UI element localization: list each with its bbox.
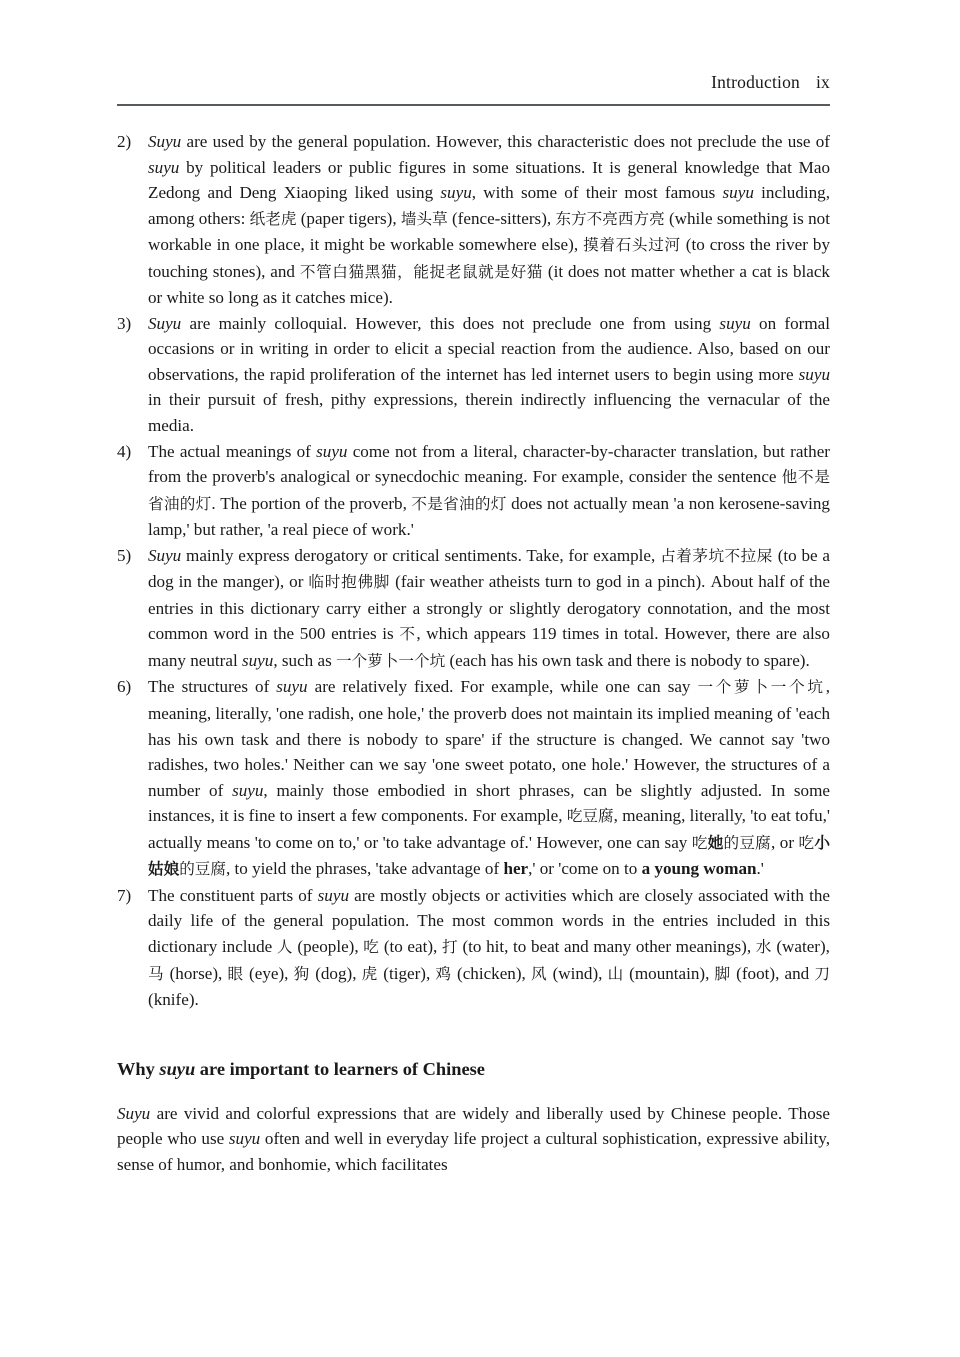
list-item: [117, 311, 830, 439]
chinese-run: 不: [399, 625, 417, 644]
italic-run: Suyu: [148, 545, 182, 565]
chinese-run: 的豆腐: [723, 833, 771, 852]
italic-run: suyu: [719, 313, 751, 333]
page-content: [117, 129, 830, 1177]
chinese-bold-run: 小姑娘: [148, 833, 830, 879]
text-run: , such as: [273, 650, 336, 670]
italic-run: suyu: [316, 441, 348, 461]
italic-run: suyu: [228, 1129, 261, 1149]
text-run: does not actually mean 'a non kerosene-saving lamp,' but rather, 'a real piece of work.': [148, 493, 830, 540]
section-heading-wrapper: [117, 1057, 830, 1081]
chinese-run: 东方不亮西方亮: [555, 209, 665, 228]
chinese-run: 山: [607, 964, 625, 983]
chinese-run: 水: [755, 937, 772, 956]
list-item: [117, 883, 830, 1013]
text-run: , to yield the phrases, 'take advantage of: [226, 859, 504, 879]
text-run: are mostly objects or activities which are closely associated with the daily life of the general population. The most common words in the entries included in this dictionary include: [148, 885, 830, 956]
text-run: , or: [771, 832, 799, 852]
text-run: (water),: [771, 936, 830, 956]
list-item-text: [148, 886, 830, 1009]
chinese-run: 一个萝卜一个坑: [697, 678, 826, 697]
text-run: The structures of: [148, 677, 277, 697]
section-paragraph-wrapper: [117, 1101, 830, 1178]
list-item-marker: 3): [117, 313, 132, 333]
text-run: mainly express derogatory or critical sentiments. Take, for example,: [181, 545, 661, 565]
chinese-run: 刀: [814, 964, 830, 983]
list-item: [117, 439, 830, 543]
italic-run: Suyu: [148, 313, 182, 333]
list-item: [117, 129, 830, 311]
bold-italic-run: suyu: [159, 1058, 196, 1079]
section-paragraph: [117, 1101, 830, 1178]
chinese-run: 马: [148, 964, 165, 983]
text-run: in their pursuit of fresh, pithy expressions, therein indirectly influencing the vernacular of the media.: [148, 390, 830, 436]
text-run: (tiger),: [378, 963, 436, 983]
text-run: by political leaders or public figures in some situations. It is general knowledge that Mao Zedong and Deng Xiaoping liked using: [148, 157, 830, 203]
list-item-marker: 5): [117, 545, 132, 565]
text-run: are vivid and colorful expressions that are widely and liberally used by Chinese people. Those people who use: [117, 1103, 830, 1149]
list-item: [117, 543, 830, 675]
text-run: on formal occasions or in writing in order to elicit a special reaction from the audience. Also, based on our observations, the rapid proliferation of the internet has led internet users to begin using more: [148, 313, 830, 384]
chinese-run: 占着茅坑不拉屎: [660, 546, 773, 565]
chinese-run: 墙头草: [400, 209, 448, 228]
text-run: The constituent parts of: [148, 885, 318, 905]
bold-run: her: [503, 859, 529, 879]
list-item-text: [148, 546, 830, 670]
list-item-text: [148, 314, 830, 435]
chinese-run: 虎: [361, 964, 379, 983]
chinese-run: 不是省油的灯: [411, 494, 507, 513]
chinese-run: 打: [441, 937, 458, 956]
italic-run: suyu: [241, 650, 274, 670]
page-folio: ix: [815, 72, 830, 92]
text-run: (wind),: [547, 963, 608, 983]
text-run: (to eat),: [379, 936, 442, 956]
text-run: come not from a literal, character-by-character translation, but rather from the proverb's analogical or synecdochic meaning. For example, consider the sentence: [148, 441, 830, 487]
chinese-run: 他不是省油的灯: [148, 468, 830, 513]
list-item-text: [148, 442, 830, 540]
text-run: , with some of their most famous: [471, 183, 723, 203]
chinese-run: 狗: [293, 964, 311, 983]
text-run: (knife).: [148, 990, 199, 1010]
text-run: often and well in everyday life project a cultural sophistication, expressive ability, sense of humor, and bonhomie, which facilitates: [117, 1129, 830, 1174]
text-run: The actual meanings of: [148, 441, 317, 461]
numbered-list: [117, 129, 830, 1013]
text-run: (mountain),: [624, 963, 715, 983]
text-run: are relatively fixed. For example, while one can say: [307, 677, 698, 697]
italic-run: Suyu: [117, 1103, 151, 1123]
running-head-title: Introduction: [711, 72, 800, 92]
list-item-marker: 2): [117, 132, 132, 151]
italic-run: suyu: [148, 157, 180, 177]
chinese-run: 脚: [714, 964, 732, 983]
chinese-run: 人: [276, 937, 293, 956]
text-run: (paper tigers),: [296, 208, 401, 228]
text-run: , mainly those embodied in short phrases, can be slightly adjusted. In some instances, it is fine to insert a few components. For example,: [148, 780, 830, 826]
text-run: are mainly colloquial. However, this does not preclude one from using: [181, 313, 720, 333]
text-run: , meaning, literally, 'to eat tofu,' actually means 'to come on to,' or 'to take advantage of.' However, one can say: [148, 806, 830, 852]
text-run: including, among others:: [148, 183, 830, 228]
bold-run: a young woman: [641, 859, 757, 879]
italic-run: suyu: [276, 677, 308, 697]
chinese-run: 吃: [691, 833, 708, 852]
italic-run: suyu: [798, 364, 830, 384]
chinese-run: 风: [530, 964, 548, 983]
text-run: (chicken),: [451, 963, 531, 983]
bold-run: are important to learners of Chinese: [195, 1058, 485, 1079]
text-run: (while something is not workable in one place, it might be workable somewhere else),: [148, 208, 830, 255]
text-run: (to be a dog in the manger), or: [148, 545, 830, 592]
chinese-run: 吃: [798, 833, 815, 852]
text-run: (foot), and: [731, 963, 815, 983]
chinese-run: 吃: [363, 937, 380, 956]
text-run: (eye),: [243, 963, 294, 983]
italic-run: suyu: [440, 183, 472, 203]
section-heading: [117, 1057, 830, 1081]
header-rule: [117, 104, 830, 106]
text-run: (to hit, to beat and many other meanings),: [457, 936, 756, 956]
chinese-bold-run: 她: [707, 833, 724, 852]
text-run: are used by the general population. However, this characteristic does not preclude the use of: [181, 132, 830, 151]
chinese-run: 一个萝卜一个坑: [336, 651, 446, 670]
list-item-marker: 7): [117, 885, 132, 905]
chinese-run: 鸡: [435, 964, 452, 983]
text-run: , which appears 119 times in total. However, there are also many neutral: [148, 624, 830, 670]
list-item: [117, 674, 830, 882]
list-item-marker: 4): [117, 441, 132, 461]
list-item-marker: 6): [117, 677, 132, 697]
chinese-run: 临时抱佛脚: [308, 573, 391, 592]
chinese-run: 的豆腐: [179, 860, 226, 879]
chinese-run: 摸着石头过河: [583, 236, 681, 255]
list-item-text: [148, 677, 830, 878]
text-run: (each has his own task and there is nobody to spare).: [445, 650, 810, 670]
chinese-run: 眼: [227, 964, 244, 983]
text-run: (to cross the river by touching stones), and: [148, 235, 830, 281]
text-run: .': [756, 859, 764, 879]
text-run: , meaning, literally, 'one radish, one hole,' the proverb does not maintain its implied meaning of 'each has his own task and there is nobody to spare' if the structure is changed. We cannot say 'two radishes, two holes.' Neither can we say 'one sweet potato, one hole.' However, the structures of a number of: [148, 677, 830, 800]
chinese-run: 不管白猫黑猫，能捉老鼠就是好猫: [299, 262, 543, 281]
text-run: (horse),: [164, 963, 228, 983]
text-run: (fair weather atheists turn to god in a pinch). About half of the entries in this dictionary carry either a strongly or slightly derogatory connotation, and the most common word in the 500 entries is: [148, 572, 830, 644]
text-run: (dog),: [310, 963, 362, 983]
italic-run: Suyu: [148, 132, 182, 151]
text-run: (people),: [292, 936, 364, 956]
italic-run: suyu: [232, 780, 264, 800]
chinese-run: 吃豆腐: [566, 807, 614, 826]
italic-run: suyu: [317, 885, 349, 905]
text-run: . The portion of the proverb,: [211, 493, 412, 513]
text-run: (it does not matter whether a cat is black or white so long as it catches mice).: [148, 261, 830, 308]
running-head: [117, 72, 830, 93]
chinese-run: 纸老虎: [249, 209, 297, 228]
italic-run: suyu: [722, 183, 754, 203]
text-run: (fence-sitters),: [447, 208, 556, 228]
list-item-text: [148, 132, 830, 307]
bold-run: Why: [117, 1058, 160, 1079]
text-run: ,' or 'come on to: [528, 859, 642, 879]
